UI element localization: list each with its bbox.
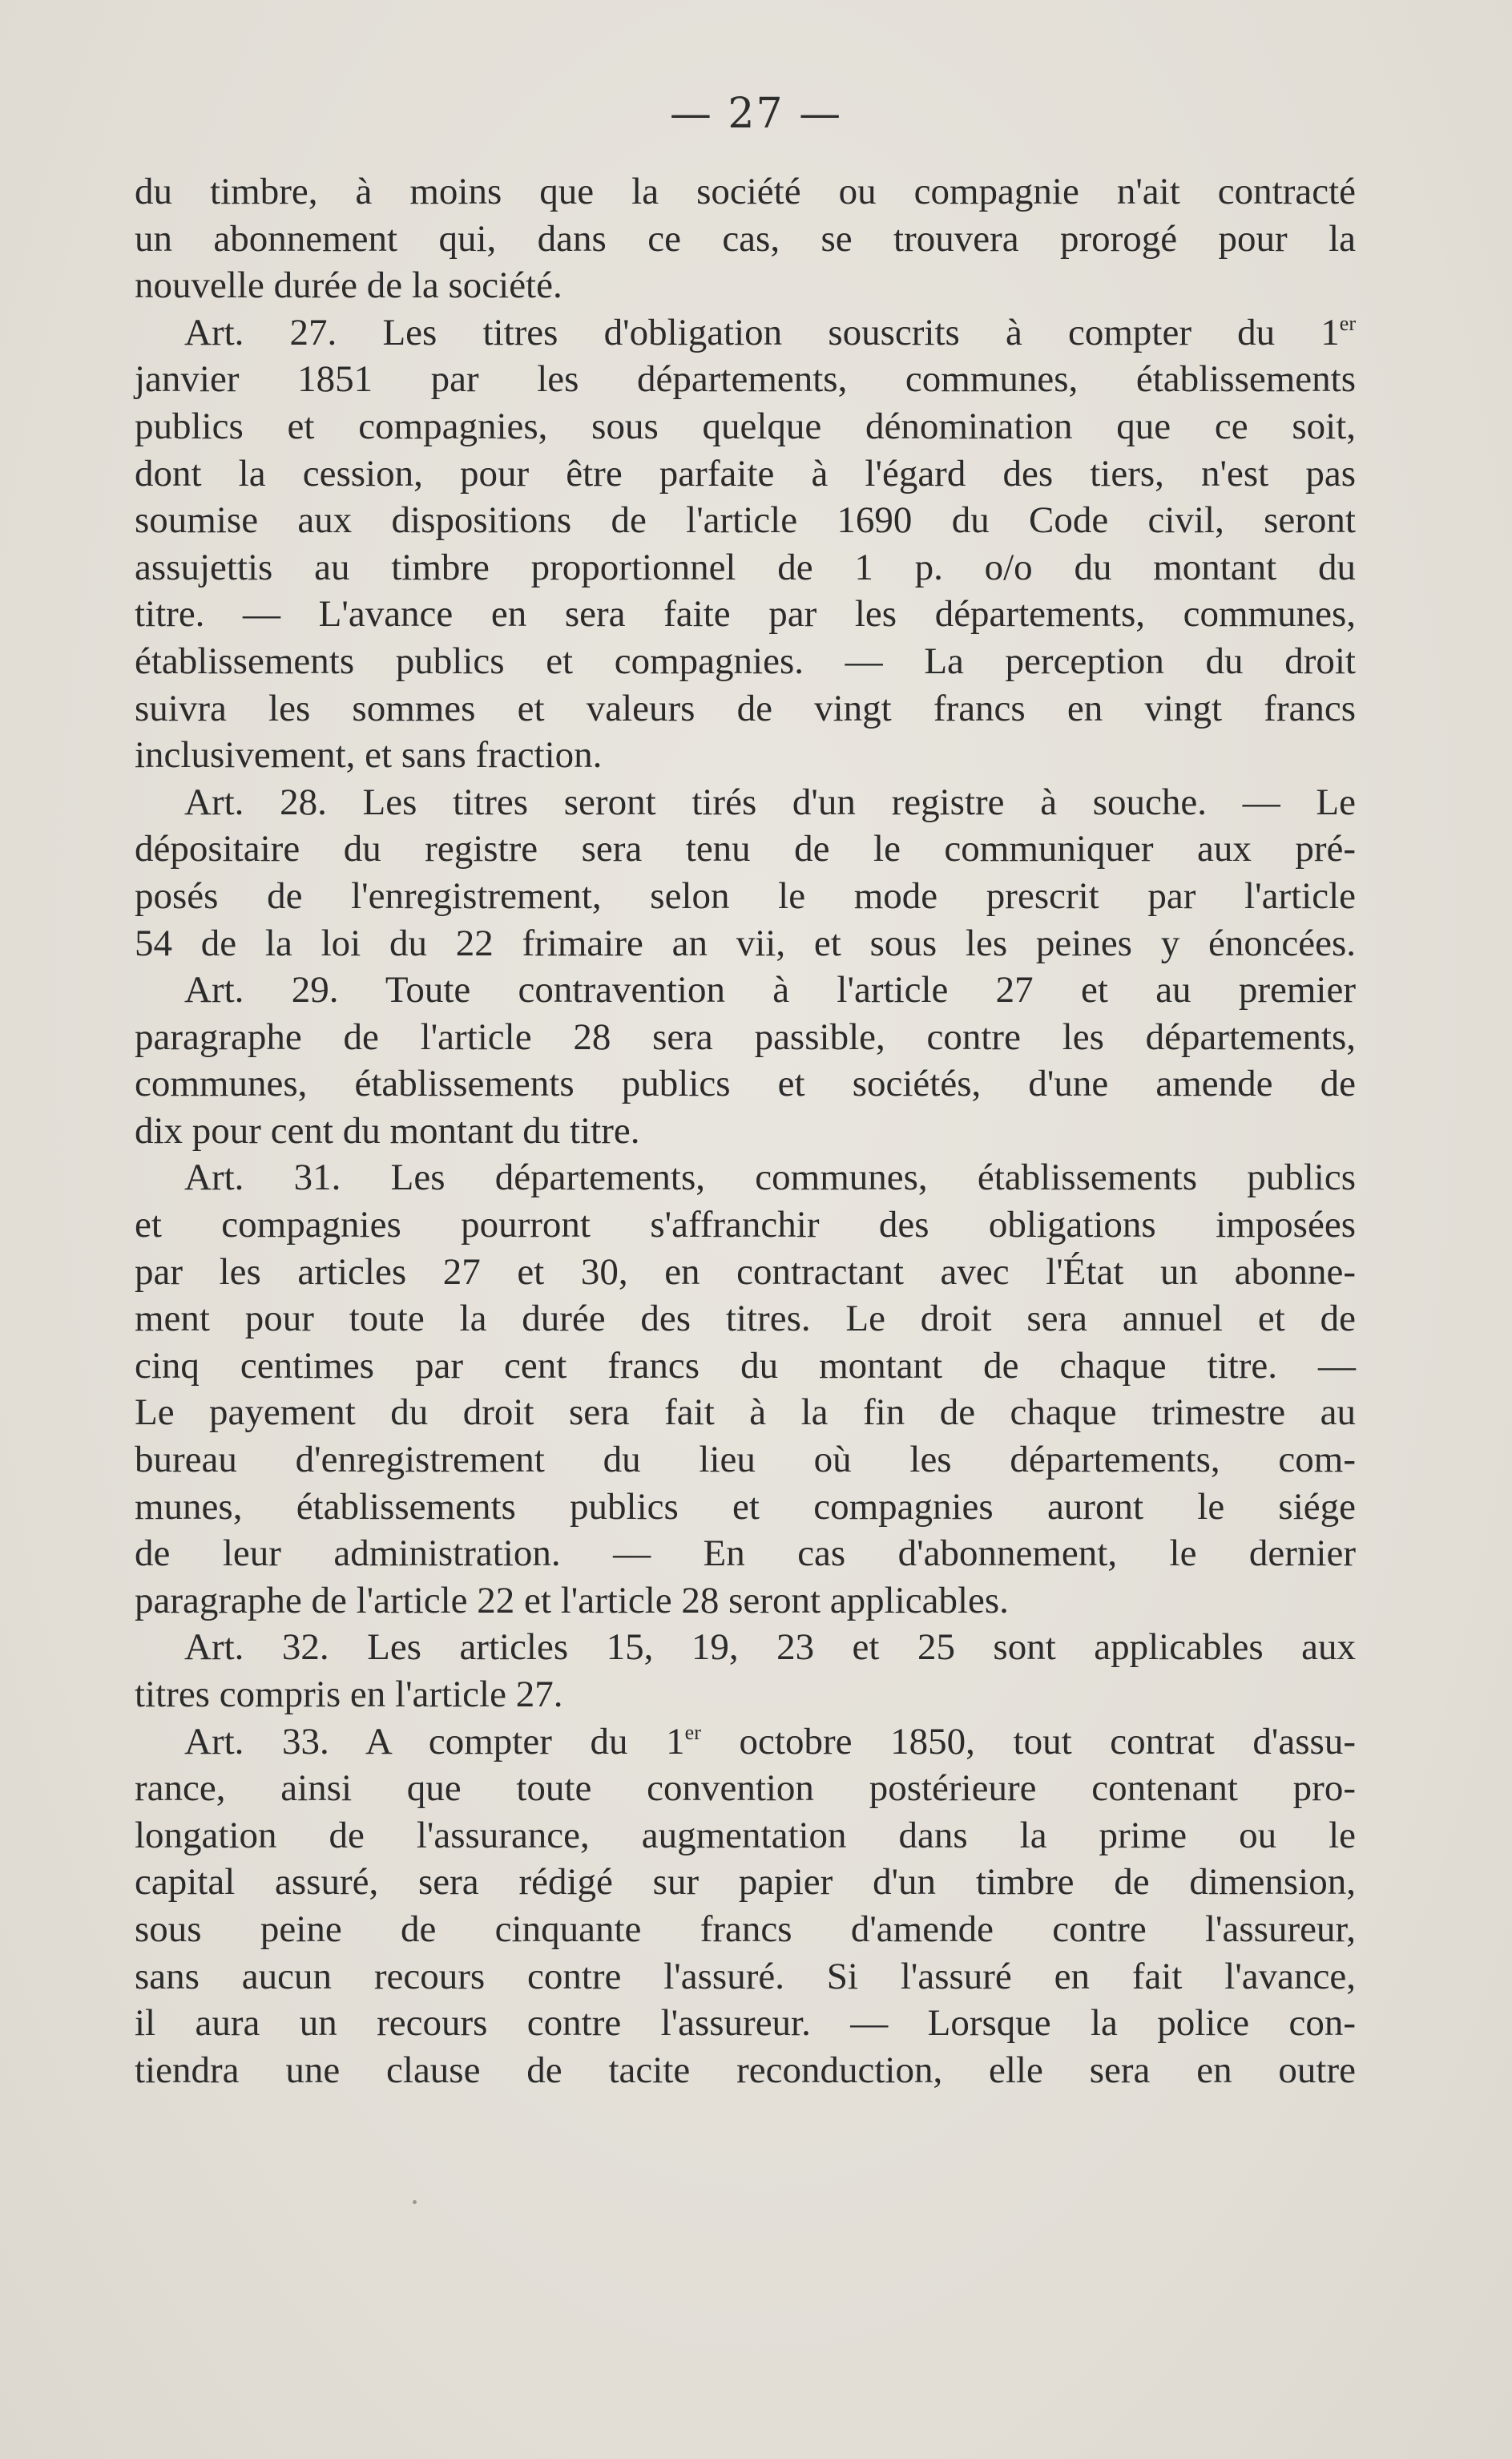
text-line [135,1343,1356,1390]
text-line-content: tiendra une clause de tacite reconduction, elle sera en outre [135,2049,1356,2091]
text-line [135,262,1356,309]
paper-speck [413,2200,417,2204]
text-line-content: posés de l'enregistrement, selon le mode prescrit par l'article [135,874,1356,917]
text-line [135,309,1356,357]
text-line [135,779,1356,826]
text-line [135,1718,1356,1766]
text-line-content: cinq centimes par cent francs du montant de chaque titre. — [135,1344,1356,1387]
text-line [135,1812,1356,1859]
text-line [135,1859,1356,1906]
text-line [135,826,1356,873]
page-body [135,168,1356,2094]
text-line-content: Art. 33. A compter du 1 [184,1720,685,1762]
text-line [135,2000,1356,2047]
text-line [135,1577,1356,1625]
text-line [135,1765,1356,1812]
text-line [135,1906,1356,1953]
text-line-content: dont la cession, pour être parfaite à l'égard des tiers, n'est pas [135,452,1356,495]
text-line-content: nouvelle durée de la société. [135,264,562,307]
text-line [135,2047,1356,2094]
text-line [135,450,1356,498]
text-line-content: Art. 29. Toute contravention à l'article 27 et au premier [184,969,1356,1011]
text-line-content: et compagnies pourront s'affranchir des obligations imposées [135,1204,1356,1246]
text-line [135,1249,1356,1296]
text-line-content: par les articles 27 et 30, en contractant avec l'État un abonne- [135,1250,1356,1293]
text-line-content: sous peine de cinquante francs d'amende contre l'assureur, [135,1908,1356,1950]
text-line [135,1436,1356,1484]
text-line-content: du timbre, à moins que la société ou compagnie n'ait contracté [135,171,1356,212]
text-line [135,1389,1356,1436]
text-line-content: Le payement du droit sera fait à la fin de chaque trimestre au [135,1391,1356,1434]
text-line [135,1108,1356,1155]
text-line-content: longation de l'assurance, augmentation dans la prime ou le [135,1814,1356,1856]
text-line-content: paragraphe de l'article 28 sera passible, contre les départements, [135,1015,1356,1058]
text-line-content: janvier 1851 par les départements, communes, établissements [135,358,1356,401]
text-line [135,591,1356,638]
text-line [135,356,1356,403]
text-line-content: sans aucun recours contre l'assuré. Si l'assuré en fait l'avance, [135,1955,1356,1997]
text-line-content: il aura un recours contre l'assureur. — Lorsque la police con- [135,2002,1356,2045]
text-line-content: Art. 28. Les titres seront tirés d'un registre à souche. — Le [184,781,1356,823]
text-line-content: capital assuré, sera rédigé sur papier d'un timbre de dimension, [135,1861,1356,1904]
text-line-content: dépositaire du registre sera tenu de le communiquer aux pré- [135,828,1356,870]
text-line [135,1624,1356,1671]
text-line-content: communes, établissements publics et sociétés, d'une amende de [135,1063,1356,1105]
text-line-content: Art. 31. Les départements, communes, établissements publics [184,1157,1356,1199]
text-line [135,1060,1356,1108]
text-line-content: publics et compagnies, sous quelque dénomination que ce soit, [135,405,1356,447]
text-line-content: ment pour toute la durée des titres. Le droit sera annuel et de [135,1298,1356,1340]
text-line-content: Art. 32. Les articles 15, 19, 23 et 25 sont applicables aux [184,1626,1356,1669]
text-line-content: de leur administration. — En cas d'abonnement, le dernier [135,1532,1356,1575]
text-line-content: bureau d'enregistrement du lieu où les départements, com- [135,1439,1356,1481]
text-line [135,403,1356,450]
text-line [135,685,1356,733]
page-number: — 27 — [669,90,843,138]
superscript: er [1339,311,1356,335]
text-line [135,497,1356,544]
text-line-content: soumise aux dispositions de l'article 1690 du Code civil, seront [135,499,1356,542]
text-line-content: rance, ainsi que toute convention postérieure contenant pro- [135,1767,1356,1810]
text-line [135,920,1356,967]
text-line [135,1484,1356,1531]
text-line-content: établissements publics et compagnies. — La perception du droit [135,640,1356,682]
text-line [135,1530,1356,1577]
text-line-content: suivra les sommes et valeurs de vingt francs en vingt francs [135,687,1356,729]
text-line [135,638,1356,685]
text-line-content: munes, établissements publics et compagnies auront le siége [135,1485,1356,1528]
superscript: er [684,1720,701,1744]
text-line-content: 54 de la loi du 22 frimaire an vii, et sous les peines y énoncées. [135,922,1356,964]
text-line [135,1671,1356,1718]
text-line-continuation: octobre 1850, tout contrat d'assu- [700,1720,1356,1762]
text-line-content: titres compris en l'article 27. [135,1674,563,1715]
text-line [135,216,1356,263]
text-line-content: inclusivement, et sans fraction. [135,734,603,777]
text-line-content: dix pour cent du montant du titre. [135,1109,640,1152]
text-line [135,544,1356,592]
text-line-content: un abonnement qui, dans ce cas, se trouvera prorogé pour la [135,217,1356,260]
text-line [135,873,1356,920]
text-line [135,1953,1356,2001]
text-line [135,1154,1356,1201]
text-line [135,1201,1356,1249]
text-line [135,168,1356,216]
text-line [135,1295,1356,1343]
text-line-content: titre. — L'avance en sera faite par les départements, communes, [135,593,1356,636]
text-line-content: Art. 27. Les titres d'obligation souscrits à compter du 1 [184,311,1340,353]
text-line [135,732,1356,779]
text-line [135,967,1356,1014]
text-line [135,1014,1356,1061]
text-line-content: paragraphe de l'article 22 et l'article 28 seront applicables. [135,1579,1009,1621]
text-line-content: assujettis au timbre proportionnel de 1 p. o/o du montant du [135,546,1356,588]
